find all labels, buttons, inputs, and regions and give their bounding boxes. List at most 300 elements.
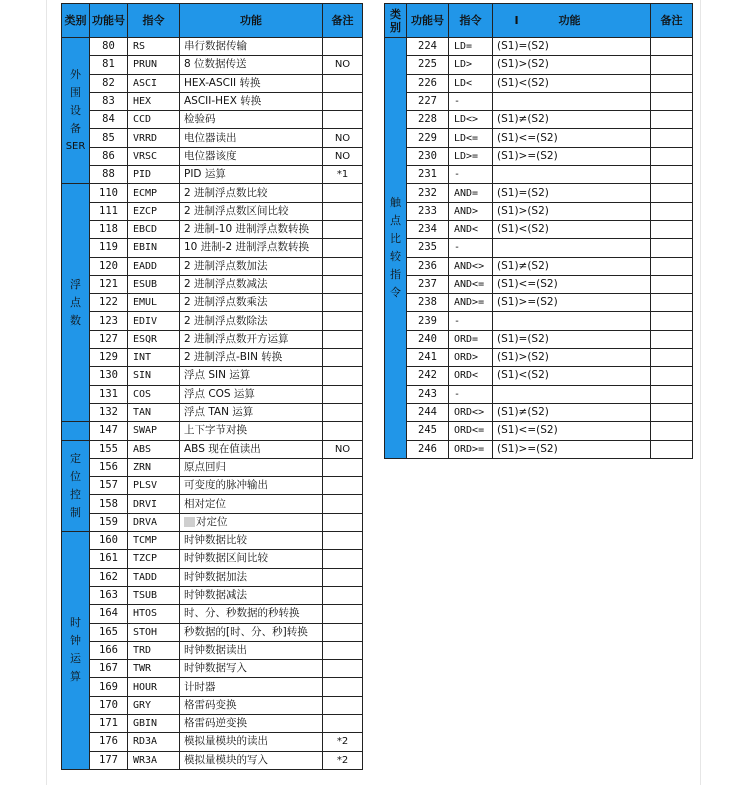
instruction-mnemonic: ABS <box>128 440 180 458</box>
function-number: 228 <box>407 111 449 129</box>
table-row <box>62 239 363 257</box>
function-number: 234 <box>407 220 449 238</box>
table-row <box>62 92 363 110</box>
instruction-table-left <box>61 3 363 770</box>
note-cell <box>323 422 363 440</box>
function-number: 170 <box>90 696 128 714</box>
function-description: (S1)<=(S2) <box>493 129 651 147</box>
function-number: 119 <box>90 239 128 257</box>
category-cell: 定 位 控 制 <box>62 440 90 531</box>
table-row <box>62 202 363 220</box>
table-row <box>62 623 363 641</box>
instruction-mnemonic: LD>= <box>449 147 493 165</box>
table-row <box>385 312 693 330</box>
function-number: 156 <box>90 458 128 476</box>
table-row <box>62 532 363 550</box>
note-cell <box>323 184 363 202</box>
instruction-mnemonic: ORD< <box>449 367 493 385</box>
note-cell <box>323 385 363 403</box>
table-row <box>62 74 363 92</box>
table-row <box>385 92 693 110</box>
function-description: (S1)=(S2) <box>493 184 651 202</box>
function-description <box>180 550 323 568</box>
function-number: 82 <box>90 74 128 92</box>
function-description <box>180 239 323 257</box>
function-number: 120 <box>90 257 128 275</box>
function-description <box>493 239 651 257</box>
function-description <box>180 568 323 586</box>
function-number: 85 <box>90 129 128 147</box>
function-text: PID 运算 <box>184 168 226 181</box>
note-cell <box>323 660 363 678</box>
function-text: 时钟数据写入 <box>184 662 247 675</box>
function-text: 2 进制浮点数减法 <box>184 278 268 290</box>
instruction-mnemonic: EDIV <box>128 312 180 330</box>
instruction-mnemonic: AND= <box>449 184 493 202</box>
note-cell <box>323 38 363 56</box>
function-text: 串行数据传输 <box>184 40 247 53</box>
function-text: 对定位 <box>196 515 228 528</box>
function-text: 2 进制浮点数开方运算 <box>184 332 289 345</box>
function-number: 129 <box>90 349 128 367</box>
instruction-mnemonic: WR3A <box>128 751 180 769</box>
instruction-table-right <box>384 3 693 459</box>
function-number: 157 <box>90 477 128 495</box>
table-header-row <box>385 4 693 38</box>
function-text: 电位器读出 <box>184 131 237 144</box>
instruction-mnemonic: TZCP <box>128 550 180 568</box>
table-row <box>62 696 363 714</box>
function-text: 原点回归 <box>184 460 226 473</box>
function-description <box>180 166 323 184</box>
instruction-mnemonic: EBIN <box>128 239 180 257</box>
note-cell <box>651 257 693 275</box>
function-text: 电位器该度 <box>184 149 237 162</box>
function-number: 160 <box>90 532 128 550</box>
note-cell <box>323 586 363 604</box>
function-text: 格雷码变换 <box>184 698 237 711</box>
function-description <box>180 458 323 476</box>
instruction-mnemonic: AND>= <box>449 294 493 312</box>
function-description: (S1)≠(S2) <box>493 111 651 129</box>
instruction-mnemonic: STOH <box>128 623 180 641</box>
note-cell <box>323 92 363 110</box>
function-description <box>493 92 651 110</box>
function-text: 检验码 <box>184 113 216 126</box>
table-row <box>385 166 693 184</box>
table-row <box>62 641 363 659</box>
function-number: 245 <box>407 422 449 440</box>
table-row <box>62 751 363 769</box>
note-cell <box>651 56 693 74</box>
note-cell <box>323 678 363 696</box>
note-cell <box>323 403 363 421</box>
table-row <box>385 184 693 202</box>
function-text: 2 进制浮点数加法 <box>184 259 268 272</box>
function-description <box>180 477 323 495</box>
table-row <box>62 513 363 531</box>
function-number: 110 <box>90 184 128 202</box>
header-instruction: 指令 <box>449 4 493 38</box>
table-row <box>62 257 363 275</box>
function-description <box>180 349 323 367</box>
function-number: 236 <box>407 257 449 275</box>
note-cell <box>323 532 363 550</box>
function-number: 165 <box>90 623 128 641</box>
instruction-mnemonic: LD< <box>449 74 493 92</box>
function-description <box>180 129 323 147</box>
function-number: 155 <box>90 440 128 458</box>
table-row <box>385 147 693 165</box>
category-cell: 浮 点 数 <box>62 184 90 422</box>
function-description: (S1)>=(S2) <box>493 294 651 312</box>
note-cell <box>323 696 363 714</box>
note-cell: NO <box>323 440 363 458</box>
note-cell <box>323 220 363 238</box>
function-text: HEX-ASCII 转换 <box>184 76 261 89</box>
note-cell <box>651 147 693 165</box>
table-row <box>62 56 363 74</box>
function-description <box>180 92 323 110</box>
table-row <box>385 257 693 275</box>
function-text: 计时器 <box>184 680 216 693</box>
function-description <box>180 513 323 531</box>
function-description <box>180 422 323 440</box>
table-row <box>62 275 363 293</box>
function-description <box>180 367 323 385</box>
table-row <box>62 477 363 495</box>
instruction-mnemonic: AND<= <box>449 275 493 293</box>
function-number: 169 <box>90 678 128 696</box>
function-text: 时钟数据读出 <box>184 643 247 656</box>
header-category: 类别 <box>385 4 407 38</box>
header-function-label: 功能 <box>558 14 581 27</box>
instruction-mnemonic: EZCP <box>128 202 180 220</box>
note-cell: *2 <box>323 733 363 751</box>
function-number: 226 <box>407 74 449 92</box>
table-row <box>385 38 693 56</box>
note-cell <box>651 367 693 385</box>
table-row <box>62 349 363 367</box>
note-cell <box>323 714 363 732</box>
function-number: 86 <box>90 147 128 165</box>
instruction-mnemonic: ZRN <box>128 458 180 476</box>
instruction-mnemonic: ESUB <box>128 275 180 293</box>
instruction-mnemonic: ORD<> <box>449 403 493 421</box>
function-description <box>180 56 323 74</box>
note-cell <box>651 92 693 110</box>
function-description <box>180 184 323 202</box>
function-description <box>180 733 323 751</box>
function-description: (S1)>=(S2) <box>493 147 651 165</box>
function-description: (S1)<(S2) <box>493 74 651 92</box>
note-cell <box>651 239 693 257</box>
note-cell <box>651 385 693 403</box>
note-cell <box>651 220 693 238</box>
function-text: 浮点 TAN 运算 <box>184 406 254 419</box>
instruction-mnemonic: LD<= <box>449 129 493 147</box>
function-number: 240 <box>407 330 449 348</box>
instruction-mnemonic: AND> <box>449 202 493 220</box>
function-description <box>180 403 323 421</box>
table-row <box>385 403 693 421</box>
function-number: 237 <box>407 275 449 293</box>
function-text: 时钟数据比较 <box>184 534 247 547</box>
table-row <box>62 147 363 165</box>
function-description <box>180 330 323 348</box>
instruction-mnemonic: INT <box>128 349 180 367</box>
note-cell <box>651 349 693 367</box>
instruction-mnemonic: VRSC <box>128 147 180 165</box>
instruction-mnemonic: TRD <box>128 641 180 659</box>
function-description: (S1)<=(S2) <box>493 275 651 293</box>
function-number: 224 <box>407 38 449 56</box>
function-number: 84 <box>90 111 128 129</box>
table-row <box>62 111 363 129</box>
function-text: 浮点 SIN 运算 <box>184 369 251 382</box>
note-cell <box>651 74 693 92</box>
function-description <box>180 586 323 604</box>
function-number: 88 <box>90 166 128 184</box>
note-cell <box>323 257 363 275</box>
note-cell <box>323 550 363 568</box>
header-function: 功能 <box>180 4 323 38</box>
header-instruction: 指令 <box>128 4 180 38</box>
function-description: (S1)≠(S2) <box>493 403 651 421</box>
instruction-mnemonic: SWAP <box>128 422 180 440</box>
instruction-mnemonic: AND<> <box>449 257 493 275</box>
function-description <box>493 166 651 184</box>
function-description: (S1)=(S2) <box>493 330 651 348</box>
instruction-mnemonic: EADD <box>128 257 180 275</box>
table-row <box>62 586 363 604</box>
instruction-mnemonic: HOUR <box>128 678 180 696</box>
instruction-mnemonic: ORD= <box>449 330 493 348</box>
function-description <box>180 275 323 293</box>
table-row <box>385 220 693 238</box>
function-number: 231 <box>407 166 449 184</box>
function-number: 118 <box>90 220 128 238</box>
note-cell <box>651 111 693 129</box>
instruction-mnemonic: LD<> <box>449 111 493 129</box>
function-number: 229 <box>407 129 449 147</box>
instruction-mnemonic: LD= <box>449 38 493 56</box>
function-text: 浮点 COS 运算 <box>184 387 255 400</box>
table-row <box>62 330 363 348</box>
function-description: (S1)=(S2) <box>493 38 651 56</box>
note-cell <box>323 623 363 641</box>
instruction-mnemonic: ORD> <box>449 349 493 367</box>
table-row <box>62 129 363 147</box>
function-number: 242 <box>407 367 449 385</box>
function-text: 格雷码逆变换 <box>184 717 247 730</box>
header-number: 功能号 <box>90 4 128 38</box>
table-row <box>62 733 363 751</box>
table-row <box>385 129 693 147</box>
instruction-mnemonic: TCMP <box>128 532 180 550</box>
table-row <box>62 422 363 440</box>
function-number: 161 <box>90 550 128 568</box>
category-cell: 触 点 比 较 指 令 <box>385 38 407 459</box>
note-cell <box>651 403 693 421</box>
function-description <box>180 714 323 732</box>
instruction-mnemonic: RD3A <box>128 733 180 751</box>
table-row <box>385 239 693 257</box>
instruction-mnemonic: PID <box>128 166 180 184</box>
function-number: 163 <box>90 586 128 604</box>
function-number: 171 <box>90 714 128 732</box>
note-cell <box>323 367 363 385</box>
instruction-mnemonic: AND< <box>449 220 493 238</box>
function-description: (S1)<(S2) <box>493 220 651 238</box>
function-number: 232 <box>407 184 449 202</box>
note-cell <box>323 477 363 495</box>
function-text: 8 位数据传送 <box>184 58 247 71</box>
function-description: (S1)>=(S2) <box>493 440 651 458</box>
table-row <box>62 38 363 56</box>
table-row <box>385 202 693 220</box>
header-category: 类别 <box>62 4 90 38</box>
instruction-mnemonic: - <box>449 385 493 403</box>
table-row <box>385 349 693 367</box>
table-row <box>62 550 363 568</box>
table-row <box>62 385 363 403</box>
blank-glyph <box>184 517 195 527</box>
function-text: ASCII-HEX 转换 <box>184 95 262 108</box>
instruction-mnemonic: DRVA <box>128 513 180 531</box>
function-number: 111 <box>90 202 128 220</box>
instruction-mnemonic: VRRD <box>128 129 180 147</box>
function-description: (S1)<(S2) <box>493 367 651 385</box>
function-number: 243 <box>407 385 449 403</box>
function-number: 122 <box>90 294 128 312</box>
header-note: 备注 <box>323 4 363 38</box>
function-number: 239 <box>407 312 449 330</box>
function-number: 130 <box>90 367 128 385</box>
function-number: 227 <box>407 92 449 110</box>
instruction-mnemonic: PLSV <box>128 477 180 495</box>
function-text: ABS 现在值读出 <box>184 442 261 455</box>
function-number: 244 <box>407 403 449 421</box>
note-cell <box>323 239 363 257</box>
function-number: 127 <box>90 330 128 348</box>
note-cell: NO <box>323 129 363 147</box>
category-cell <box>62 422 90 440</box>
function-text: 2 进制浮点数乘法 <box>184 296 268 309</box>
function-number: 123 <box>90 312 128 330</box>
instruction-mnemonic: HEX <box>128 92 180 110</box>
instruction-mnemonic: LD> <box>449 56 493 74</box>
function-number: 159 <box>90 513 128 531</box>
instruction-mnemonic: RS <box>128 38 180 56</box>
function-description <box>180 605 323 623</box>
instruction-mnemonic: SIN <box>128 367 180 385</box>
table-row <box>62 184 363 202</box>
function-number: 166 <box>90 641 128 659</box>
function-description <box>180 385 323 403</box>
instruction-mnemonic: - <box>449 312 493 330</box>
function-text: 可变度的脉冲输出 <box>184 479 268 492</box>
instruction-mnemonic: PRUN <box>128 56 180 74</box>
table-row <box>62 166 363 184</box>
function-description <box>180 532 323 550</box>
function-description: (S1)>(S2) <box>493 56 651 74</box>
function-number: 230 <box>407 147 449 165</box>
function-description <box>493 312 651 330</box>
function-text: 相对定位 <box>184 497 226 510</box>
instruction-mnemonic: ORD>= <box>449 440 493 458</box>
instruction-mnemonic: EMUL <box>128 294 180 312</box>
function-description <box>180 660 323 678</box>
table-row <box>385 422 693 440</box>
table-row <box>385 56 693 74</box>
function-description <box>180 257 323 275</box>
function-description <box>180 38 323 56</box>
function-number: 167 <box>90 660 128 678</box>
note-cell <box>323 330 363 348</box>
table-row <box>62 678 363 696</box>
function-number: 132 <box>90 403 128 421</box>
category-cell: 时 钟 运 算 <box>62 532 90 770</box>
table-row <box>62 440 363 458</box>
function-text: 模拟量模块的读出 <box>184 735 268 748</box>
function-number: 80 <box>90 38 128 56</box>
note-cell <box>651 294 693 312</box>
instruction-mnemonic: ECMP <box>128 184 180 202</box>
note-cell <box>323 275 363 293</box>
table-row <box>62 495 363 513</box>
note-cell <box>323 111 363 129</box>
note-cell: NO <box>323 147 363 165</box>
header-number: 功能号 <box>407 4 449 38</box>
function-number: 235 <box>407 239 449 257</box>
function-description <box>180 641 323 659</box>
table-row <box>62 605 363 623</box>
function-description <box>180 294 323 312</box>
instruction-mnemonic: TADD <box>128 568 180 586</box>
note-cell <box>651 330 693 348</box>
function-description <box>493 385 651 403</box>
header-function-mark: I <box>514 14 519 27</box>
instruction-mnemonic: HTOS <box>128 605 180 623</box>
instruction-mnemonic: TWR <box>128 660 180 678</box>
note-cell <box>651 184 693 202</box>
function-description <box>180 74 323 92</box>
function-text: 时钟数据减法 <box>184 589 247 602</box>
table-header-row <box>62 4 363 38</box>
note-cell <box>323 202 363 220</box>
table-row <box>385 330 693 348</box>
function-description: (S1)<=(S2) <box>493 422 651 440</box>
function-number: 233 <box>407 202 449 220</box>
table-row <box>385 294 693 312</box>
function-description <box>180 751 323 769</box>
function-text: 时钟数据加法 <box>184 570 247 583</box>
function-number: 131 <box>90 385 128 403</box>
function-description <box>180 678 323 696</box>
table-row <box>385 74 693 92</box>
table-row <box>62 220 363 238</box>
function-text: 时钟数据区间比较 <box>184 552 268 565</box>
instruction-mnemonic: CCD <box>128 111 180 129</box>
note-cell <box>651 129 693 147</box>
table-row <box>385 275 693 293</box>
function-text: 2 进制-10 进制浮点数转换 <box>184 223 310 236</box>
page-edge-left <box>46 0 47 785</box>
instruction-mnemonic: ASCI <box>128 74 180 92</box>
function-description: (S1)>(S2) <box>493 202 651 220</box>
function-description: (S1)≠(S2) <box>493 257 651 275</box>
